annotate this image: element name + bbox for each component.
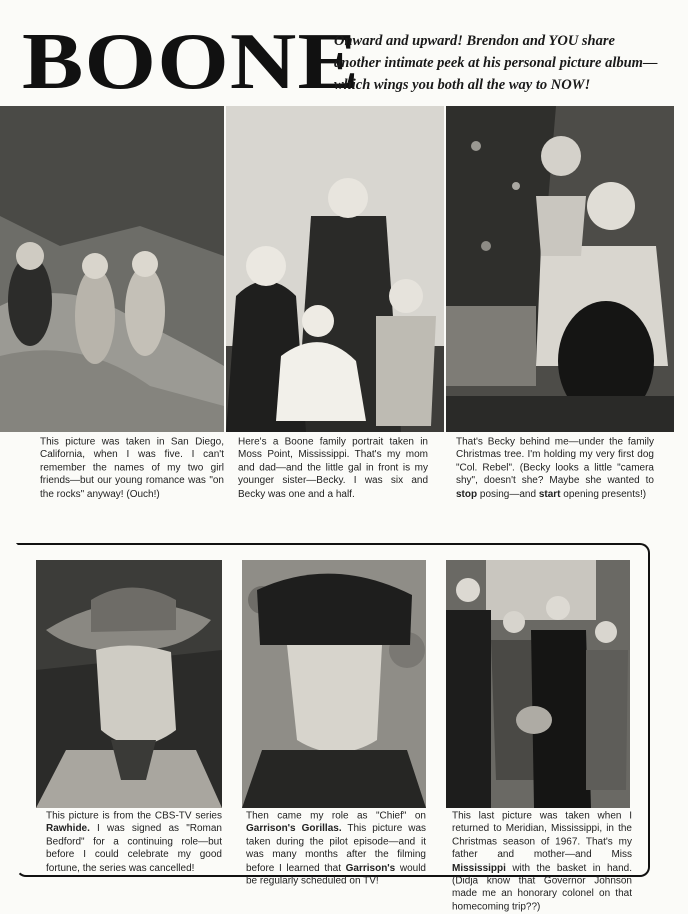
caption-part: Then came my role as "Chief" on — [246, 810, 426, 822]
caption-part: I was signed as "Roman Bedford" for a continuing role—but before I could celebrate my good fortune, the series was cancelled! — [46, 823, 222, 874]
caption-part-bold: Mississippi — [452, 862, 506, 874]
caption-part: This picture is from the CBS-TV series — [46, 810, 222, 822]
caption-christmas-dog — [456, 436, 654, 501]
caption-part: posing—and — [477, 488, 539, 500]
photo-family-portrait — [226, 106, 444, 432]
caption-part: This picture was taken in San Diego, California, when I was five. I can't remember the names of my two girl friends—but our young romance was "on the rocks" anyway! (Ouch!) — [40, 436, 224, 500]
photo-homecoming — [446, 560, 630, 808]
photo-rawhide-cowboy — [36, 560, 222, 808]
caption-part: opening presents!) — [560, 488, 647, 500]
photo-garrisons-gorillas — [242, 560, 426, 808]
photo-christmas-dog — [446, 106, 674, 432]
caption-part: would be regularly scheduled on TV! — [246, 862, 426, 887]
caption-part-bold: start — [538, 488, 561, 500]
caption-part-bold: Garrison's — [345, 862, 396, 874]
intro-text: Onward and upward! Brendon and YOU share another intimate peek at his personal picture album—which wings you both all the way to NOW! — [334, 33, 658, 93]
photo-kids-on-rocks — [0, 106, 224, 432]
caption-part: with the basket in hand. (Didja know that Governor Johnson made me an honorary colonel on that homecoming trip??) — [452, 862, 632, 913]
caption-family-portrait — [238, 436, 428, 501]
caption-rawhide — [46, 810, 222, 875]
caption-part-bold: Rawhide. — [46, 823, 90, 835]
caption-part: Here's a Boone family portrait taken in Moss Point, Mississippi. That's my mom and dad—and the little gal in front is my younger sister—Becky. I was six and Becky was one and a half. — [238, 436, 428, 500]
caption-part-bold: Garrison's Gorillas. — [246, 823, 342, 835]
caption-part: This last picture was taken when I returned to Meridian, Mississippi, in the Christmas season of 1967. That's my father and mother—and Miss — [452, 810, 632, 861]
page-title: BOONE — [22, 18, 361, 106]
caption-part: This picture was taken during the pilot episode—and it was many months after the filming before I learned that — [246, 823, 427, 874]
caption-part: That's Becky behind me—under the family Christmas tree. I'm holding my very first dog "Col. Rebel". (Becky looks a little "camera shy", doesn't she? Maybe she wanted to — [456, 436, 654, 487]
caption-part-bold: stop — [456, 488, 478, 500]
caption-garrisons — [246, 810, 426, 888]
caption-kids-on-rocks — [40, 436, 224, 501]
caption-homecoming — [452, 810, 632, 914]
